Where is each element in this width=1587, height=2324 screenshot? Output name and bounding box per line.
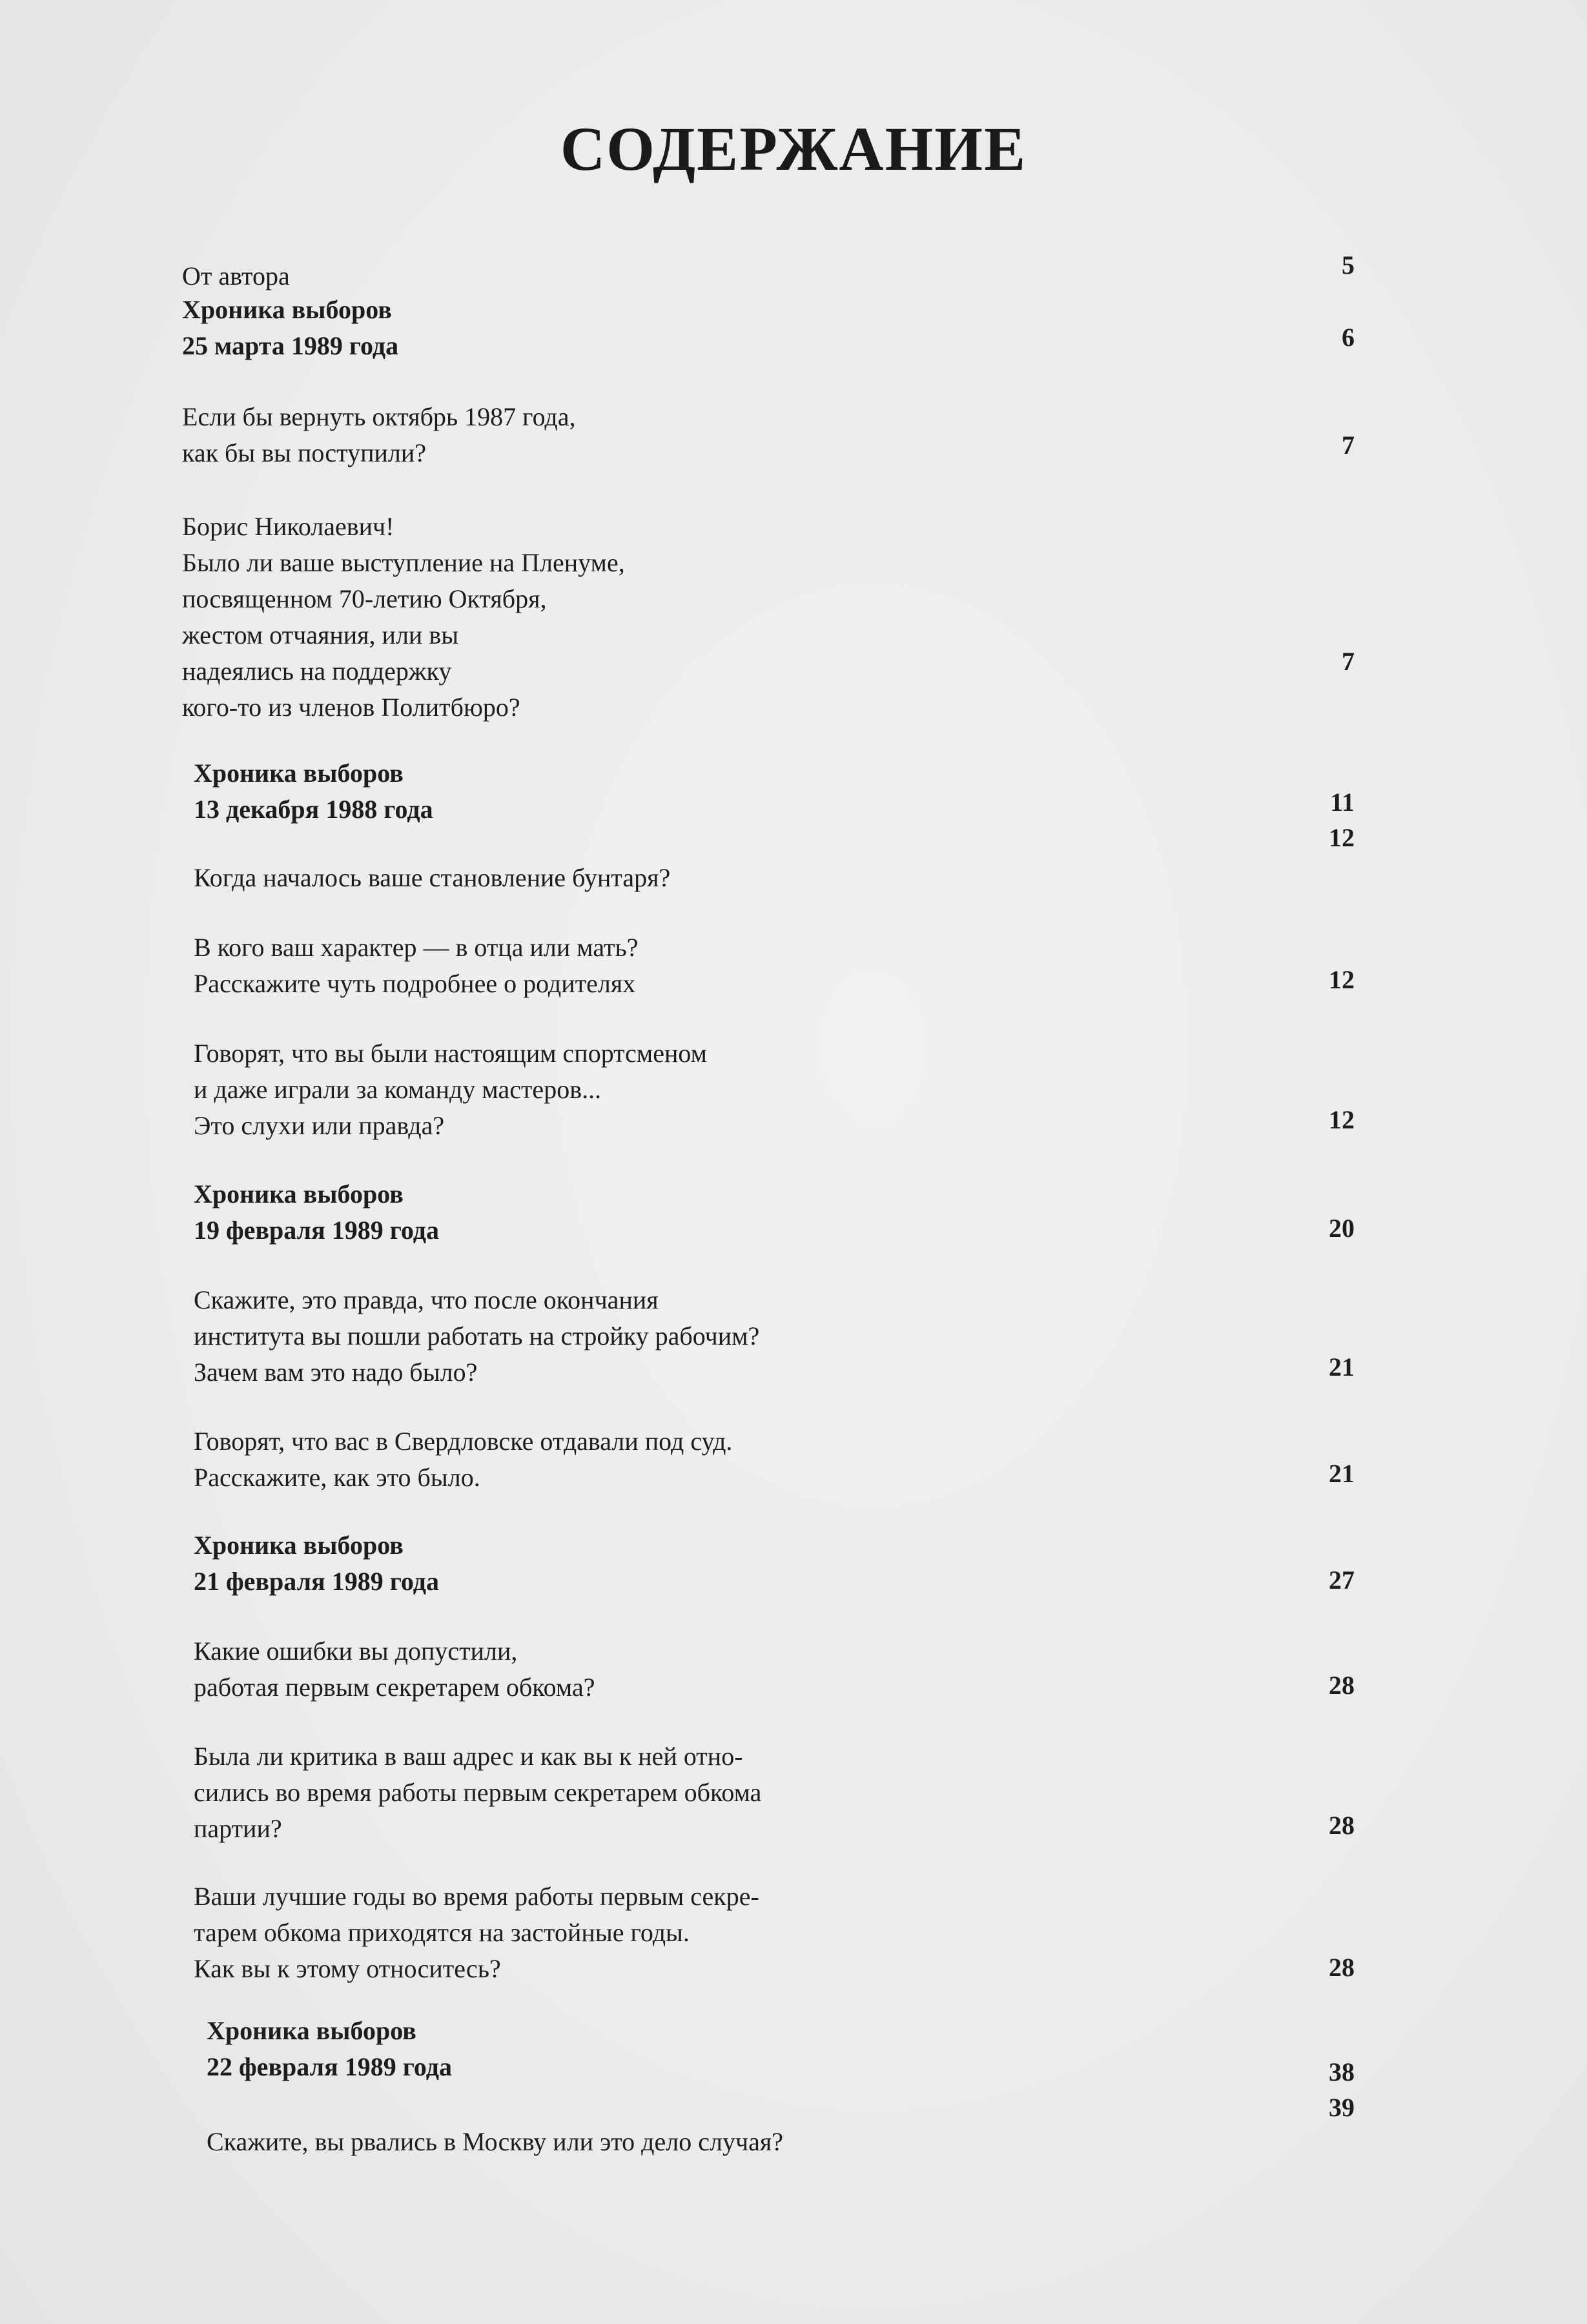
toc-entry-title [194,1176,439,1249]
toc-entry-line: Говорят, что вас в Свердловске отдавали под суд. [194,1427,733,1456]
toc-entry-title [194,860,670,896]
toc-page-number: 7 [1342,647,1355,676]
toc-entry-line: 22 февраля 1989 года [207,2052,452,2081]
toc-entry-line: как бы вы поступили? [182,438,427,467]
toc-entry-title [207,2124,783,2160]
toc-page-number: 27 [1329,1565,1355,1595]
toc-entry-line: 21 февраля 1989 года [194,1567,439,1596]
toc-page-number: 12 [1329,1105,1355,1134]
toc-entry-title [194,1879,759,1987]
toc-entry-line: института вы пошли работать на стройку рабочим? [194,1321,760,1351]
toc-entry-line: Говорят, что вы были настоящим спортсменом [194,1039,707,1068]
toc-entry-line: Расскажите чуть подробнее о родителях [194,969,636,998]
toc-entry-line: Зачем вам это надо было? [194,1358,478,1387]
toc-entry-line: надеялись на поддержку [182,657,452,686]
toc-entry-line: жестом отчаяния, или вы [182,620,459,649]
toc-entry-line: тарем обкома приходятся на застойные годы. [194,1918,690,1947]
toc-entry-line: Скажите, вы рвались в Москву или это дело случая? [207,2127,783,2156]
toc-entry-line: Хроника выборов [194,759,404,788]
toc-entry-line: Хроника выборов [182,295,392,324]
toc-entry-line: Это слухи или правда? [194,1111,445,1140]
toc-entry-line: работая первым секретарем обкома? [194,1673,595,1702]
toc-entry-title [182,292,398,364]
toc-entry-line: и даже играли за команду мастеров... [194,1075,602,1104]
toc-entry-line: 19 февраля 1989 года [194,1216,439,1245]
toc-entry-line: Борис Николаевич! [182,512,394,541]
toc-entry-title [194,1527,439,1600]
toc-entry-line: 13 декабря 1988 года [194,795,433,824]
toc-page-number: 12 [1329,823,1355,852]
toc-entry-line: Хроника выборов [194,1531,404,1560]
toc-entry-line: 25 марта 1989 года [182,331,399,360]
toc-entry-title [182,509,625,726]
toc-page-number: 21 [1329,1459,1355,1488]
toc-entry-title [182,258,290,294]
toc-page-number: 28 [1329,1953,1355,1982]
toc-entry-title [194,1423,732,1496]
toc-entry-line: Какие ошибки вы допустили, [194,1636,518,1666]
toc-entry-line: партии? [194,1814,282,1843]
toc-page-number: 21 [1329,1352,1355,1381]
toc-entry-title [194,1633,595,1706]
toc-page-number: 6 [1342,323,1355,352]
toc-entry-title [182,399,576,471]
toc-entry-title [194,1282,759,1391]
toc-entry-line: В кого ваш характер — в отца или мать? [194,933,639,962]
toc-entry-line: От автора [182,261,290,290]
page-title: СОДЕРЖАНИЕ [560,114,1027,183]
toc-entry-line: сились во время работы первым секретарем обкома [194,1778,762,1807]
toc-entry-line: Хроника выборов [194,1179,404,1208]
toc-entry-line: Расскажите, как это было. [194,1463,480,1492]
toc-page-number: 28 [1329,1671,1355,1700]
toc-page-number: 11 [1330,788,1355,817]
toc-entry-title [194,1035,707,1144]
toc-page-number: 28 [1329,1811,1355,1840]
toc-entry-line: Если бы вернуть октябрь 1987 года, [182,402,576,431]
toc-page-number: 38 [1329,2057,1355,2086]
toc-entry-line: Было ли ваше выступление на Пленуме, [182,548,625,577]
toc-entry-line: кого-то из членов Политбюро? [182,693,520,722]
toc-page-number: 20 [1329,1214,1355,1243]
toc-entry-title [194,1738,761,1847]
toc-entry-title [207,2013,452,2085]
toc-entry-title [194,755,433,828]
toc-entry-line: Скажите, это правда, что после окончания [194,1285,659,1314]
toc-entry-line: Когда началось ваше становление бунтаря? [194,863,671,892]
toc-entry-title [194,930,639,1002]
toc-page-number: 7 [1342,431,1355,460]
toc-page-number: 5 [1342,250,1355,280]
toc-page-number: 39 [1329,2093,1355,2122]
toc-entry-line: Хроника выборов [207,2016,416,2045]
toc-entry-line: посвященном 70-летию Октября, [182,584,547,613]
toc-page-number: 12 [1329,965,1355,994]
toc-entry-line: Ваши лучшие годы во время работы первым секре- [194,1882,759,1911]
toc-entry-line: Была ли критика в ваш адрес и как вы к ней отно- [194,1742,743,1771]
toc-entry-line: Как вы к этому относитесь? [194,1954,501,1983]
